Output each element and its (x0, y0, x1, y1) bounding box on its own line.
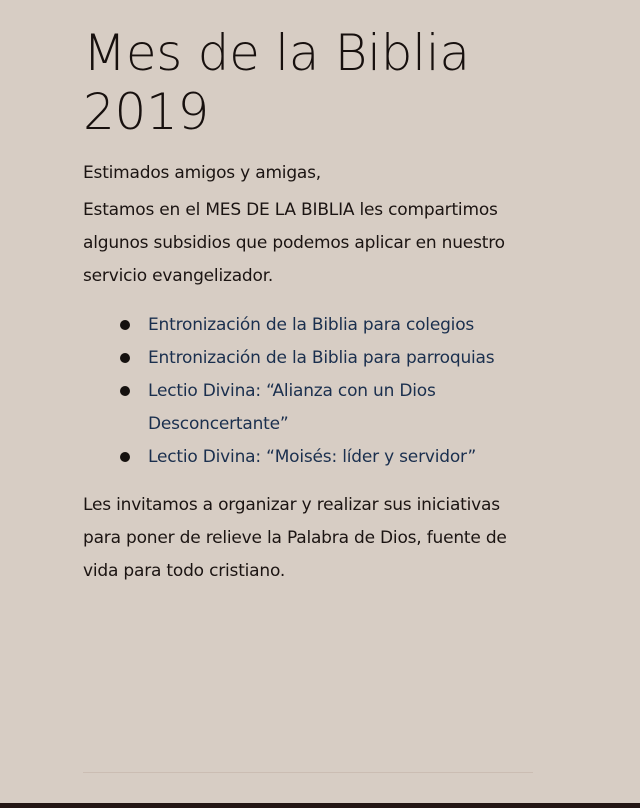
list-item (148, 309, 538, 342)
bullet-icon (120, 386, 130, 396)
list-item (148, 342, 538, 375)
bullet-icon (120, 452, 130, 462)
greeting-paragraph: Estimados amigos y amigas, (83, 163, 322, 183)
resource-link-lectio-moises[interactable]: Lectio Divina: “Moisés: líder y servidor” (148, 447, 477, 467)
resource-list (83, 309, 538, 474)
closing-paragraph: Les invitamos a organizar y realizar sus iniciativas para poner de relieve la Palabra de Dios, fuente de vida para todo cristiano. (83, 495, 507, 581)
content-divider (83, 772, 533, 773)
resource-link-entronizacion-colegios[interactable]: Entronización de la Biblia para colegios (148, 315, 475, 335)
page-title: Mes de la Biblia 2019 (83, 24, 470, 141)
intro-paragraph: Estamos en el MES DE LA BIBLIA les compartimos algunos subsidios que podemos aplicar en nuestro servicio evangelizador. (83, 200, 505, 286)
list-item (148, 375, 538, 441)
bottom-border (0, 803, 640, 808)
resource-link-lectio-alianza[interactable]: Lectio Divina: “Alianza con un Dios Desconcertante” (148, 381, 436, 434)
resource-link-entronizacion-parroquias[interactable]: Entronización de la Biblia para parroquias (148, 348, 495, 368)
article-content (83, 24, 538, 588)
list-item (148, 441, 538, 474)
bullet-icon (120, 320, 130, 330)
bullet-icon (120, 353, 130, 363)
